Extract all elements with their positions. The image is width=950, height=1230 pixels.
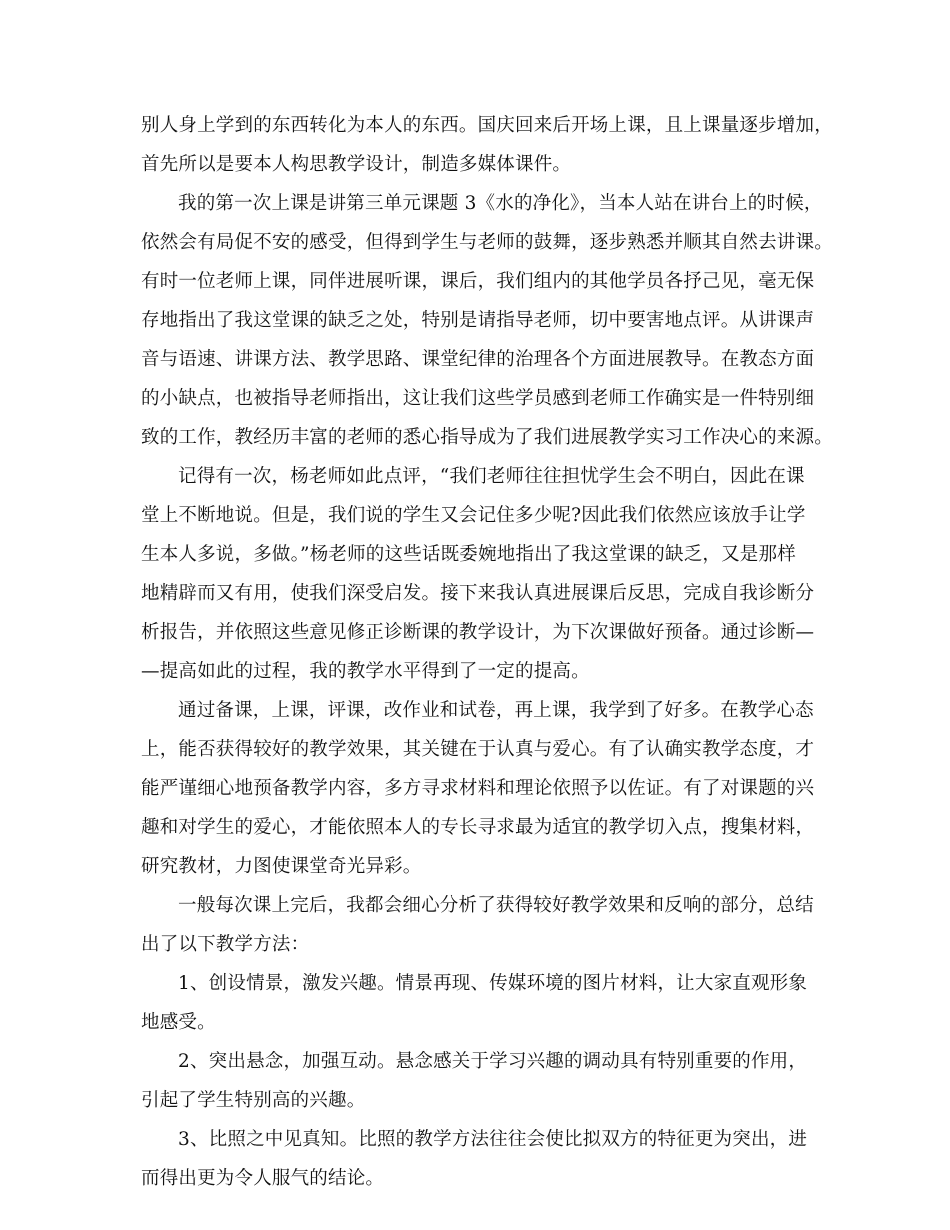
text-line: 别人身上学到的东西转化为本人的东西。国庆回来后开场上课，且上课量逐步增加， bbox=[141, 115, 833, 136]
text-line: 析报告，并依照这些意见修正诊断课的教学设计，为下次课做好预备。通过诊断— bbox=[141, 622, 815, 643]
list-item-line: 1、创设情景，激发兴趣。情景再现、传媒环境的图片材料，让大家直观形象 bbox=[178, 973, 808, 994]
list-item-line: 地感受。 bbox=[141, 1012, 216, 1033]
text-line: 能严谨细心地预备教学内容，多方寻求材料和理论依照予以佐证。有了对课题的兴 bbox=[141, 778, 815, 799]
paragraph-first-line: 一般每次课上完后，我都会细心分析了获得较好教学效果和反响的部分，总结 bbox=[178, 895, 814, 916]
text-line: 研究教材，力图使课堂奇光异彩。 bbox=[141, 856, 422, 877]
paragraph-first-line: 通过备课，上课，评课，改作业和试卷，再上课，我学到了好多。在教学心态 bbox=[178, 700, 814, 721]
list-item-line: 3、比照之中见真知。比照的教学方法往往会使比拟双方的特征更为突出，进 bbox=[178, 1129, 808, 1150]
text-line: 存地指出了我这堂课的缺乏之处，特别是请指导老师，切中要害地点评。从讲课声 bbox=[141, 310, 815, 331]
text-line: —提高如此的过程，我的教学水平得到了一定的提高。 bbox=[141, 661, 590, 682]
list-item-line: 而得出更为令人服气的结论。 bbox=[141, 1168, 385, 1189]
text-line: 上，能否获得较好的教学效果，其关键在于认真与爱心。有了认确实教学态度，才 bbox=[141, 739, 815, 760]
list-item-line: 2、突出悬念，加强互动。悬念感关于学习兴趣的调动具有特别重要的作用， bbox=[178, 1051, 808, 1072]
list-item-line: 引起了学生特别高的兴趣。 bbox=[141, 1090, 366, 1111]
text-line: 生本人多说，多做。”杨老师的这些话既委婉地指出了我这堂课的缺乏，又是那样 bbox=[141, 544, 796, 565]
text-line: 有时一位老师上课，同伴进展听课，课后，我们组内的其他学员各抒己见，毫无保 bbox=[141, 271, 815, 292]
paragraph-first-line: 记得有一次，杨老师如此点评，“我们老师往往担忧学生会不明白，因此在课 bbox=[178, 466, 805, 487]
text-line: 的小缺点，也被指导老师指出，这让我们这些学员感到老师工作确实是一件特别细 bbox=[141, 388, 815, 409]
text-line: 出了以下教学方法： bbox=[141, 934, 310, 955]
text-line: 首先所以是要本人构思教学设计，制造多媒体课件。 bbox=[141, 154, 572, 175]
text-line: 依然会有局促不安的感受，但得到学生与老师的鼓舞，逐步熟悉并顺其自然去讲课。 bbox=[141, 232, 833, 253]
text-line: 音与语速、讲课方法、教学思路、课堂纪律的治理各个方面进展教导。在教态方面 bbox=[141, 349, 815, 370]
paragraph-first-line: 我的第一次上课是讲第三单元课题 3《水的净化》，当本人站在讲台上的时候， bbox=[178, 193, 823, 214]
text-line: 致的工作，教经历丰富的老师的悉心指导成为了我们进展教学实习工作决心的来源。 bbox=[141, 427, 833, 448]
text-line: 地精辟而又有用，使我们深受启发。接下来我认真进展课后反思，完成自我诊断分 bbox=[141, 583, 815, 604]
text-line: 趣和对学生的爱心，才能依照本人的专长寻求最为适宜的教学切入点，搜集材料， bbox=[141, 817, 815, 838]
text-line: 堂上不断地说。但是，我们说的学生又会记住多少呢?因此我们依然应该放手让学 bbox=[141, 505, 806, 526]
